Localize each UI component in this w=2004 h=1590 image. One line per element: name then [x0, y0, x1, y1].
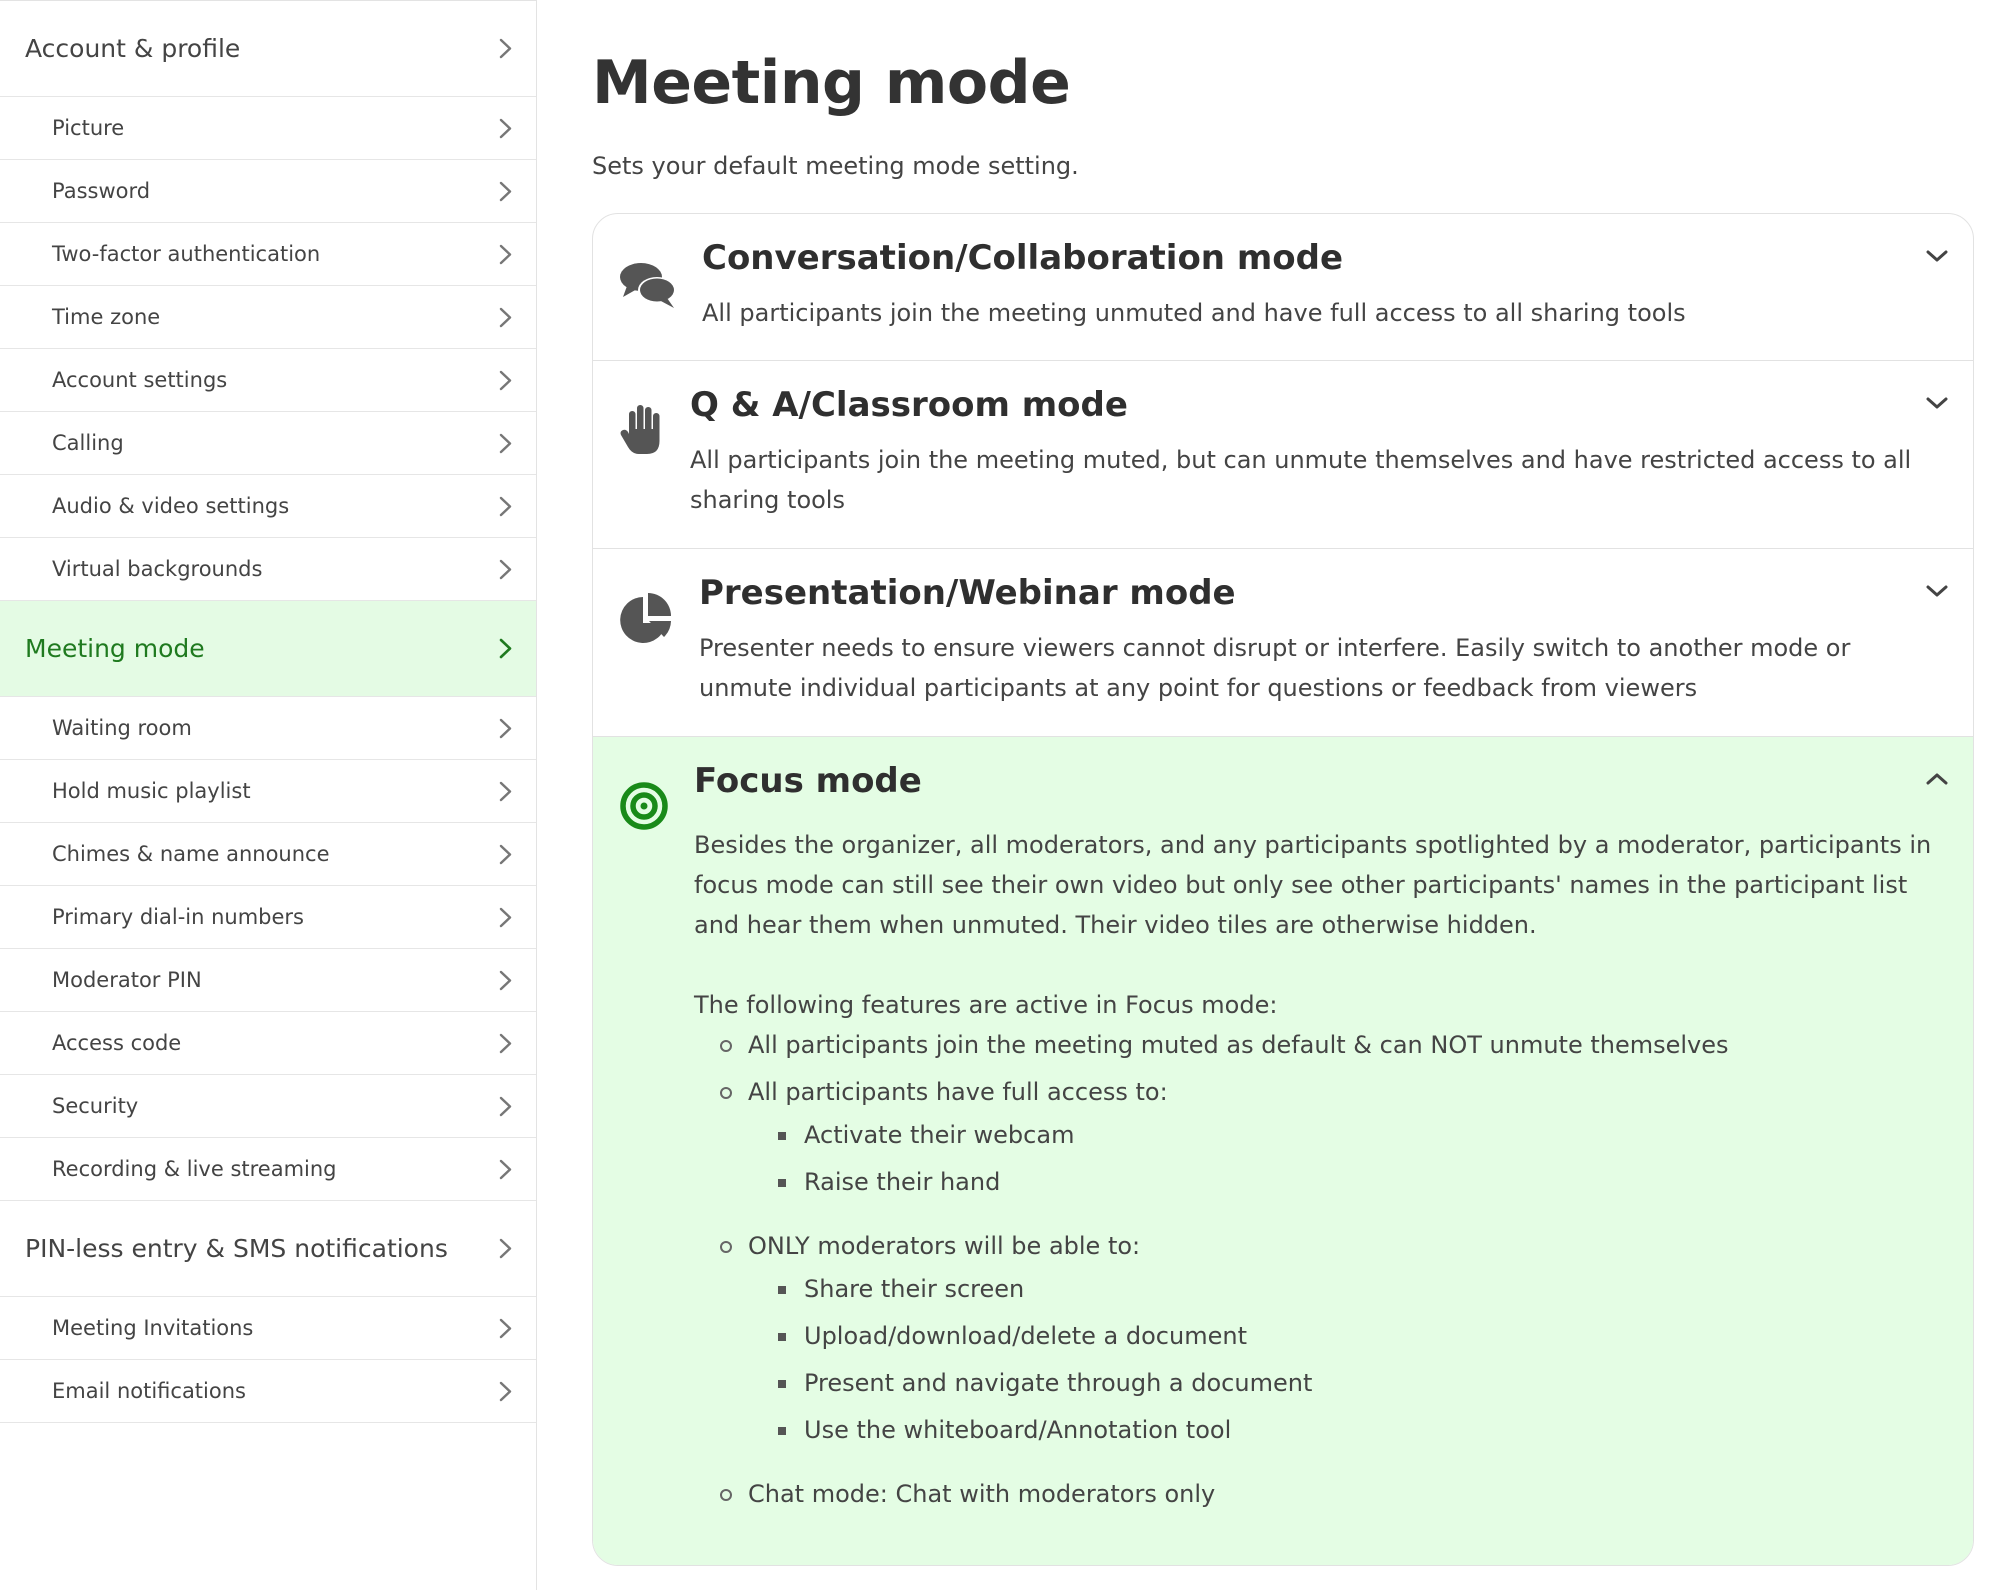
chevron-right-icon: [494, 1317, 516, 1339]
sidebar-item-virtual-backgrounds[interactable]: [0, 538, 536, 601]
raised-hand-icon: [619, 403, 665, 455]
chevron-down-icon[interactable]: [1925, 395, 1949, 411]
page-title: Meeting mode: [592, 48, 1071, 118]
sidebar-item-meeting-mode[interactable]: [0, 601, 536, 697]
mode-title: Conversation/Collaboration mode: [702, 238, 1344, 278]
list-item: Chat mode: Chat with moderators only: [720, 1474, 1934, 1514]
sidebar-item-security[interactable]: [0, 1075, 536, 1138]
chevron-right-icon: [494, 717, 516, 739]
sidebar-item-email-notifications[interactable]: [0, 1360, 536, 1423]
sidebar-item-label: Virtual backgrounds: [52, 557, 263, 581]
sidebar-item-label: Security: [52, 1094, 139, 1118]
sidebar-item-audio-video-settings[interactable]: [0, 475, 536, 538]
chevron-down-icon[interactable]: [1925, 583, 1949, 599]
chevron-down-icon[interactable]: [1925, 248, 1949, 264]
mode-conversation-collaboration[interactable]: [593, 214, 1973, 361]
sidebar-item-label: Password: [52, 179, 151, 203]
sidebar-item-label: Meeting Invitations: [52, 1316, 254, 1340]
sidebar-item-label: Time zone: [52, 305, 161, 329]
sidebar-item-waiting-room[interactable]: [0, 697, 536, 760]
sidebar-item-primary-dial-in-numbers[interactable]: [0, 886, 536, 949]
sidebar-item-account-settings[interactable]: [0, 349, 536, 412]
list-item: Present and navigate through a document: [778, 1360, 1934, 1407]
chevron-right-icon: [494, 495, 516, 517]
sidebar-item-label: Access code: [52, 1031, 182, 1055]
chevron-right-icon: [494, 117, 516, 139]
mode-focus[interactable]: [593, 737, 1973, 1566]
chevron-right-icon: [494, 969, 516, 991]
page-subtitle: Sets your default meeting mode setting.: [592, 152, 1079, 180]
mode-title: Focus mode: [694, 761, 922, 801]
mode-description: All participants join the meeting unmuted and have full access to all sharing tools: [702, 299, 1686, 327]
chat-bubbles-icon: [619, 260, 677, 310]
mode-description: Presenter needs to ensure viewers cannot disrupt or interfere. Easily switch to another mode or unmute individual participants at any point for questions or feedback from viewers: [699, 634, 1851, 702]
sidebar-item-chimes-name-announce[interactable]: [0, 823, 536, 886]
moderator-only-list: [778, 1266, 1934, 1454]
sidebar-item-password[interactable]: [0, 160, 536, 223]
mode-qa-classroom[interactable]: [593, 361, 1973, 549]
sidebar-item-label: Chimes & name announce: [52, 842, 330, 866]
chevron-right-icon: [494, 906, 516, 928]
mode-presentation-webinar[interactable]: [593, 549, 1973, 737]
full-access-list: [778, 1112, 1934, 1206]
mode-title: Presentation/Webinar mode: [699, 573, 1236, 613]
sidebar-item-calling[interactable]: [0, 412, 536, 475]
list-item-label: All participants have full access to:: [748, 1078, 1168, 1106]
sidebar-item-label: Email notifications: [52, 1379, 246, 1403]
sidebar-item-picture[interactable]: [0, 97, 536, 160]
chevron-right-icon: [494, 306, 516, 328]
list-item: Upload/download/delete a document: [778, 1313, 1934, 1360]
features-list: [720, 1025, 1934, 1514]
sidebar-item-label: Account & profile: [25, 34, 241, 63]
mode-title: Q & A/Classroom mode: [690, 385, 1128, 425]
list-item: Share their screen: [778, 1266, 1934, 1313]
target-icon: [619, 781, 669, 831]
sidebar-item-access-code[interactable]: [0, 1012, 536, 1075]
sidebar-item-recording-live-streaming[interactable]: [0, 1138, 536, 1201]
chevron-right-icon: [494, 1032, 516, 1054]
sidebar-item-label: Moderator PIN: [52, 968, 202, 992]
sidebar-item-hold-music-playlist[interactable]: [0, 760, 536, 823]
chevron-right-icon: [494, 1238, 516, 1260]
chevron-right-icon: [494, 638, 516, 660]
sidebar-item-two-factor-authentication[interactable]: [0, 223, 536, 286]
sidebar-item-label: Picture: [52, 116, 125, 140]
sidebar-item-meeting-invitations[interactable]: [0, 1297, 536, 1360]
meeting-mode-options: [592, 213, 1974, 1566]
focus-mode-details: [694, 825, 1934, 1514]
sidebar-item-label: Audio & video settings: [52, 494, 290, 518]
mode-description: Besides the organizer, all moderators, and any participants spotlighted by a moderator, participants in focus mode can still see their own video but only see other participants' names in the participant list and hear them when unmuted. Their video tiles are otherwise hidden.: [694, 831, 1932, 939]
sidebar-item-label: Recording & live streaming: [52, 1157, 337, 1181]
list-item: Activate their webcam: [778, 1112, 1934, 1159]
chevron-right-icon: [494, 38, 516, 60]
sidebar-item-time-zone[interactable]: [0, 286, 536, 349]
mode-description: All participants join the meeting muted, but can unmute themselves and have restricted access to all sharing tools: [690, 446, 1912, 514]
chevron-right-icon: [494, 432, 516, 454]
chevron-right-icon: [494, 243, 516, 265]
list-item: [720, 1226, 1934, 1474]
chevron-right-icon: [494, 843, 516, 865]
sidebar-item-label: Primary dial-in numbers: [52, 905, 304, 929]
sidebar-item-label: Calling: [52, 431, 124, 455]
list-item: [720, 1072, 1934, 1226]
chevron-right-icon: [494, 558, 516, 580]
list-item-label: ONLY moderators will be able to:: [748, 1232, 1141, 1260]
pie-chart-icon: [619, 591, 673, 645]
sidebar-item-label: Account settings: [52, 368, 228, 392]
sidebar-item-moderator-pin[interactable]: [0, 949, 536, 1012]
chevron-right-icon: [494, 1380, 516, 1402]
sidebar-item-label: PIN-less entry & SMS notifications: [25, 1234, 448, 1263]
sidebar-item-pin-less-entry-sms[interactable]: [0, 1201, 536, 1297]
chevron-right-icon: [494, 1158, 516, 1180]
list-item: All participants join the meeting muted as default & can NOT unmute themselves: [720, 1025, 1934, 1065]
chevron-right-icon: [494, 369, 516, 391]
sidebar-item-account-profile[interactable]: [0, 1, 536, 97]
sidebar-item-label: Hold music playlist: [52, 779, 251, 803]
chevron-right-icon: [494, 180, 516, 202]
settings-sidebar: [0, 0, 537, 1590]
list-item: Use the whiteboard/Annotation tool: [778, 1407, 1934, 1454]
sidebar-item-label: Waiting room: [52, 716, 192, 740]
features-intro: The following features are active in Focus mode:: [694, 991, 1278, 1019]
sidebar-item-label: Meeting mode: [25, 634, 205, 663]
chevron-right-icon: [494, 1095, 516, 1117]
chevron-right-icon: [494, 780, 516, 802]
chevron-up-icon[interactable]: [1925, 771, 1949, 787]
list-item: Raise their hand: [778, 1159, 1934, 1206]
sidebar-item-label: Two-factor authentication: [52, 242, 321, 266]
